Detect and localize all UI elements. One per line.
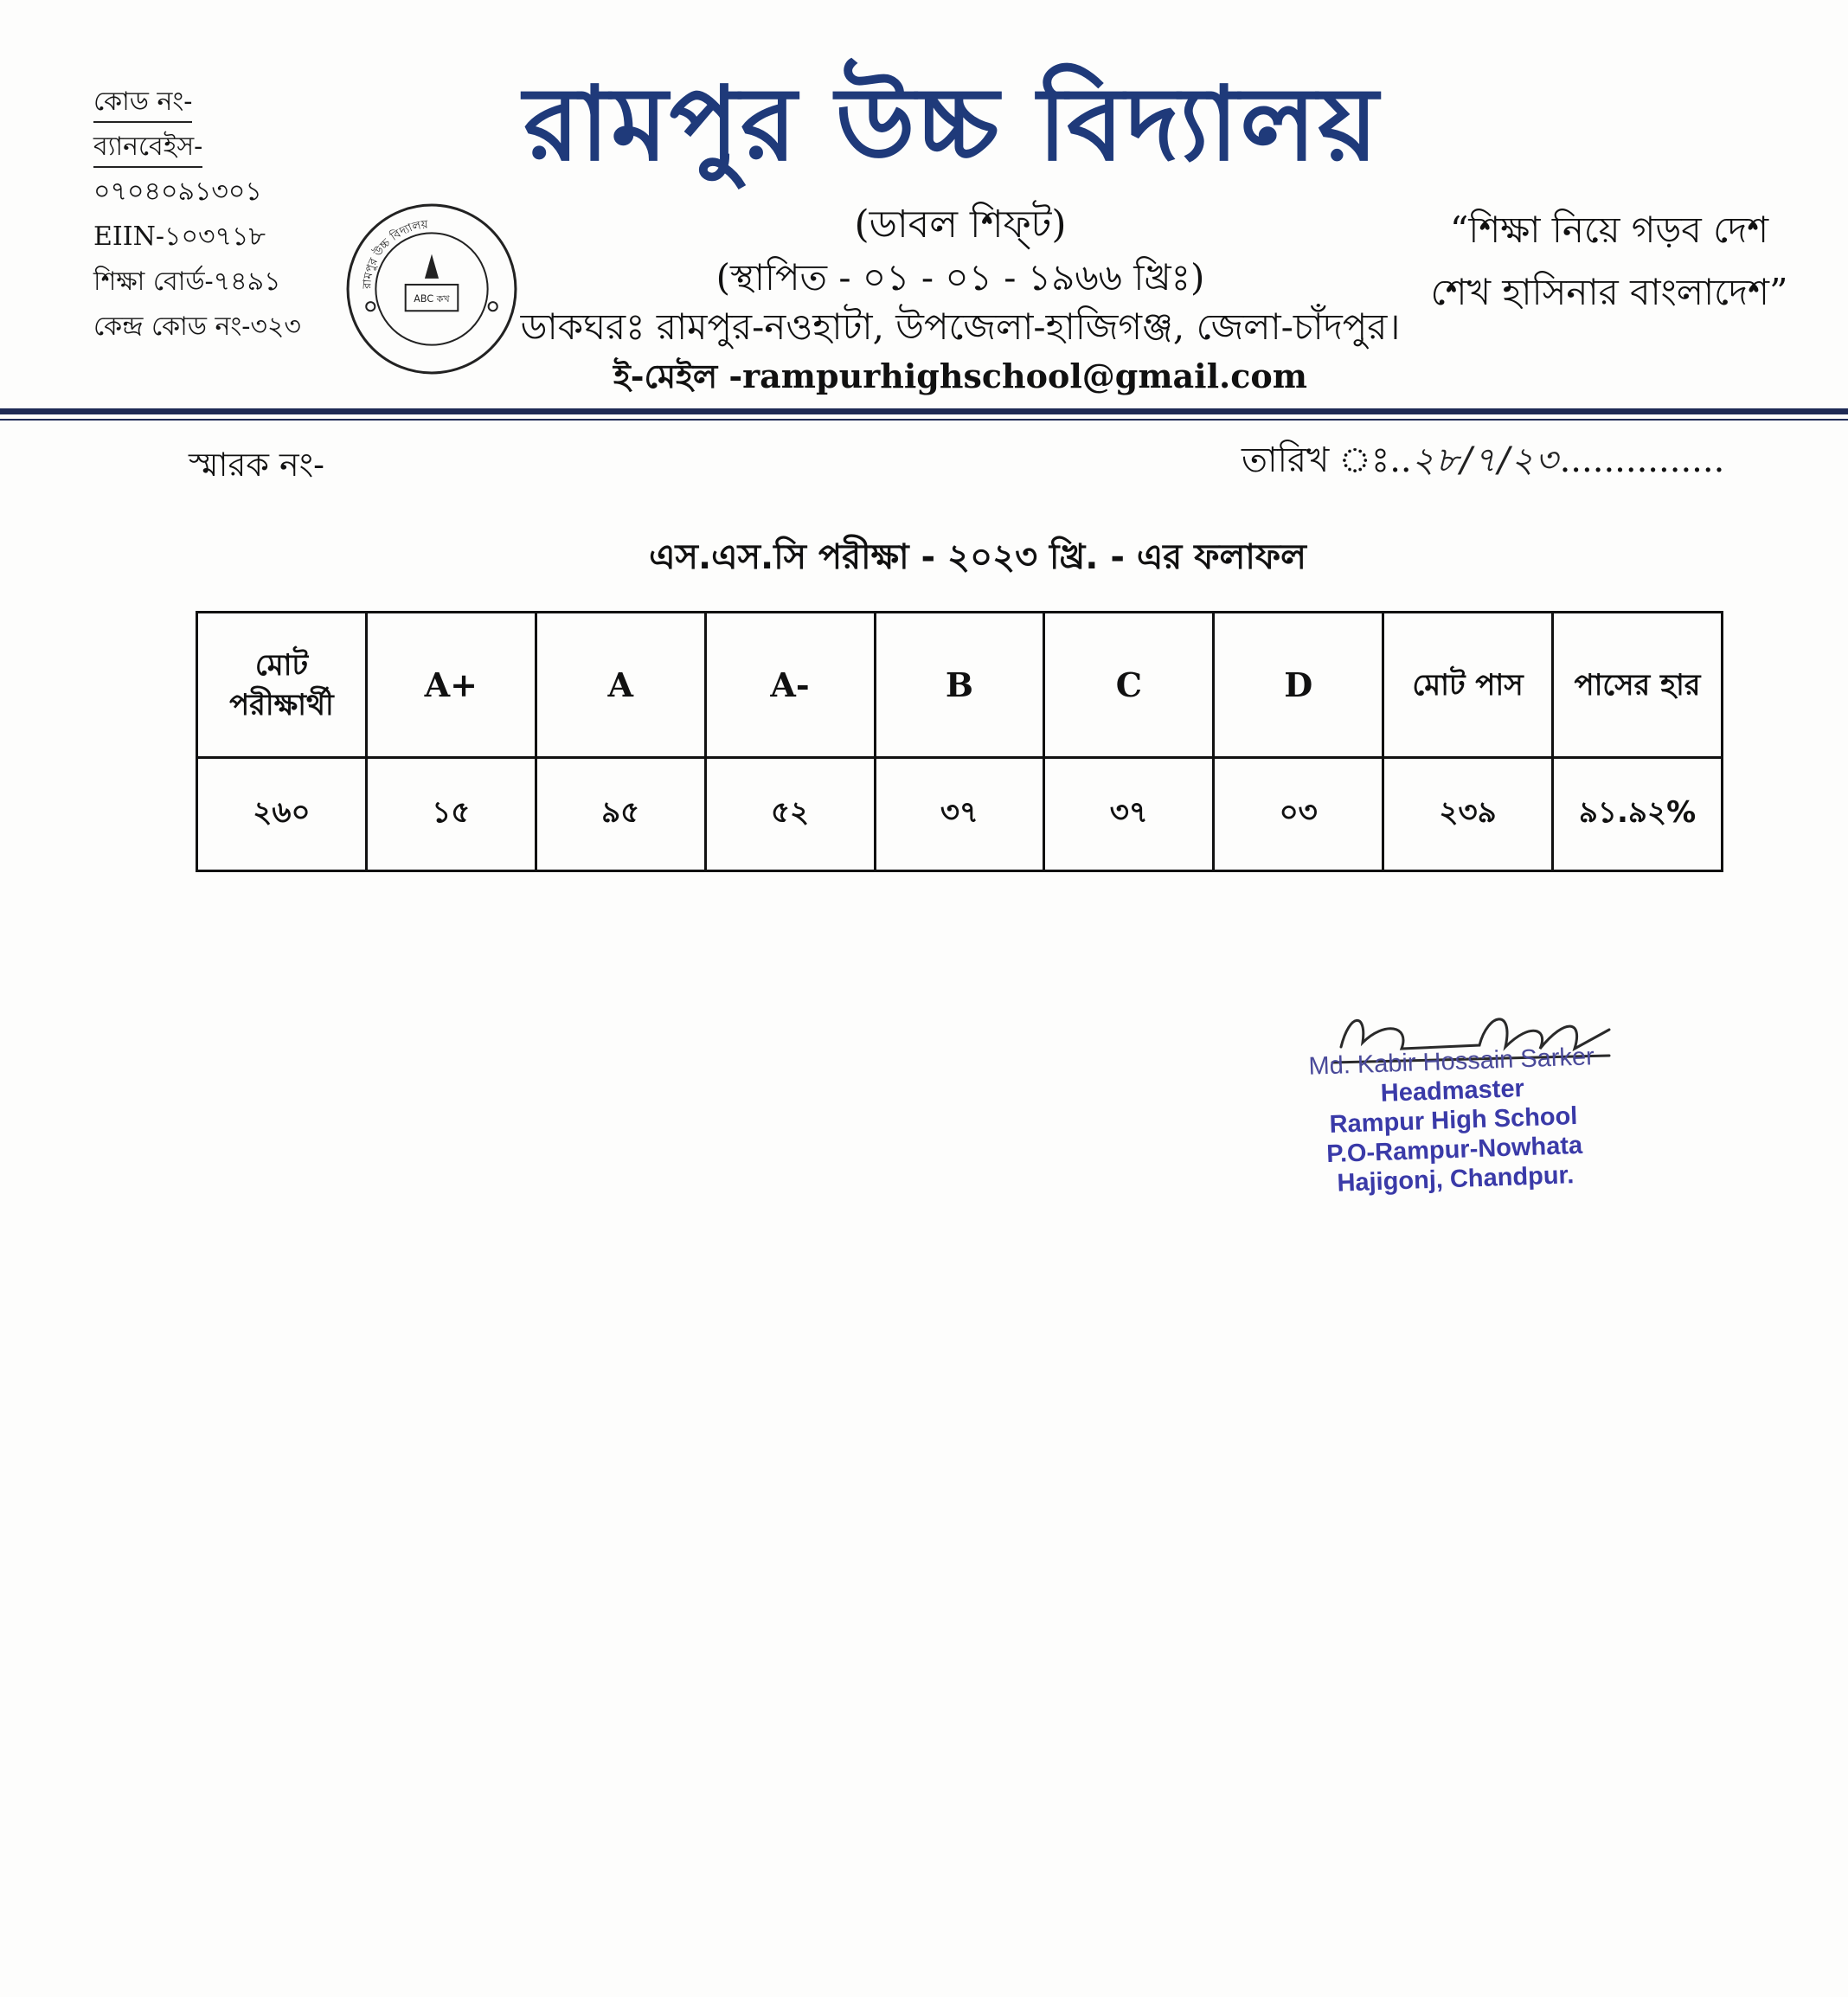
- results-header-row: [197, 613, 1723, 758]
- header-b: B: [875, 613, 1044, 758]
- cell-pass-rate: ৯১.৯২%: [1553, 758, 1723, 871]
- board-code: শিক্ষা বোর্ড-৭৪৯১: [93, 266, 281, 297]
- eiin: EIIN-১০৩৭১৮: [93, 222, 266, 252]
- header-a: A: [536, 613, 705, 758]
- cell-a: ৯৫: [536, 758, 705, 871]
- motto-line-2: শেখ হাসিনার বাংলাদেশ”: [1430, 271, 1788, 313]
- header-d: D: [1214, 613, 1383, 758]
- school-address: ডাকঘরঃ রামপুর-নওহাটা, উপজেলা-হাজিগঞ্জ, জেলা-চাঁদপুর।: [520, 305, 1401, 348]
- seal-inner-text: ABC কখ: [414, 293, 450, 305]
- date-line: তারিখ ঃ..২৮/৭/২৩...............: [1242, 440, 1725, 480]
- code-no: কোড নং-: [93, 83, 192, 123]
- cell-b: ৩৭: [875, 758, 1044, 871]
- stamp-post-office: P.O-Rampur-Nowhata: [1325, 1131, 1583, 1169]
- banbeis-value: ০৭০৪০৯১৩০১: [93, 177, 262, 207]
- cell-a-plus: ১৫: [366, 758, 536, 871]
- stamp-location: Hajigonj, Chandpur.: [1336, 1161, 1575, 1198]
- cell-d: ০৩: [1214, 758, 1383, 871]
- stamp-school: Rampur High School: [1329, 1102, 1578, 1139]
- cell-total-examinees: ২৬০: [197, 758, 367, 871]
- header-c: C: [1044, 613, 1214, 758]
- stamp-title: Headmaster: [1380, 1075, 1525, 1108]
- stamp-name: Md. Kabir Hossain Sarker: [1307, 1043, 1595, 1081]
- header-divider-thin: [0, 419, 1848, 421]
- school-email: ই-মেইল -rampurhighschool@gmail.com: [613, 356, 1307, 395]
- svg-text:রামপুর উচ্চ বিদ্যালয়: [361, 218, 429, 290]
- header-pass-rate: পাসের হার: [1553, 613, 1723, 758]
- date-label: তারিখ ঃ: [1242, 440, 1390, 480]
- shift-label: (ডাবল শিফ্‌ট): [854, 202, 1067, 247]
- headmaster-stamp: [1278, 1041, 1629, 1200]
- header-a-plus: A+: [366, 613, 536, 758]
- header-total-pass: মোট পাস: [1383, 613, 1553, 758]
- table-row: [197, 758, 1723, 871]
- motto-line-1: “শিক্ষা নিয়ে গড়ব দেশ: [1449, 209, 1769, 251]
- cell-c: ৩৭: [1044, 758, 1214, 871]
- seal-outer-text: রামপুর উচ্চ বিদ্যালয়: [361, 218, 429, 290]
- motto: [1384, 199, 1834, 324]
- center-code: কেন্দ্র কোড নং-৩২৩: [93, 311, 301, 342]
- school-name: রামপুর উচ্চ বিদ্যালয়: [523, 64, 1380, 183]
- date-value: ২৮/৭/২৩: [1411, 440, 1560, 480]
- memo-number-label: স্মারক নং-: [189, 446, 324, 484]
- banbeis-label: ব্যানবেইস-: [93, 128, 202, 168]
- header-a-minus: A-: [705, 613, 875, 758]
- cell-total-pass: ২৩৯: [1383, 758, 1553, 871]
- header-total-examinees: মোট পরীক্ষার্থী: [197, 613, 367, 758]
- cell-a-minus: ৫২: [705, 758, 875, 871]
- header-divider-thick: [0, 408, 1848, 414]
- exam-result-title: এস.এস.সি পরীক্ষা - ২০২৩ খ্রি. - এর ফলাফল: [649, 537, 1306, 577]
- established-date: (স্থাপিত - ০১ - ০১ - ১৯৬৬ খ্রিঃ): [715, 256, 1205, 299]
- results-table: [196, 611, 1723, 872]
- school-codes: [93, 80, 344, 350]
